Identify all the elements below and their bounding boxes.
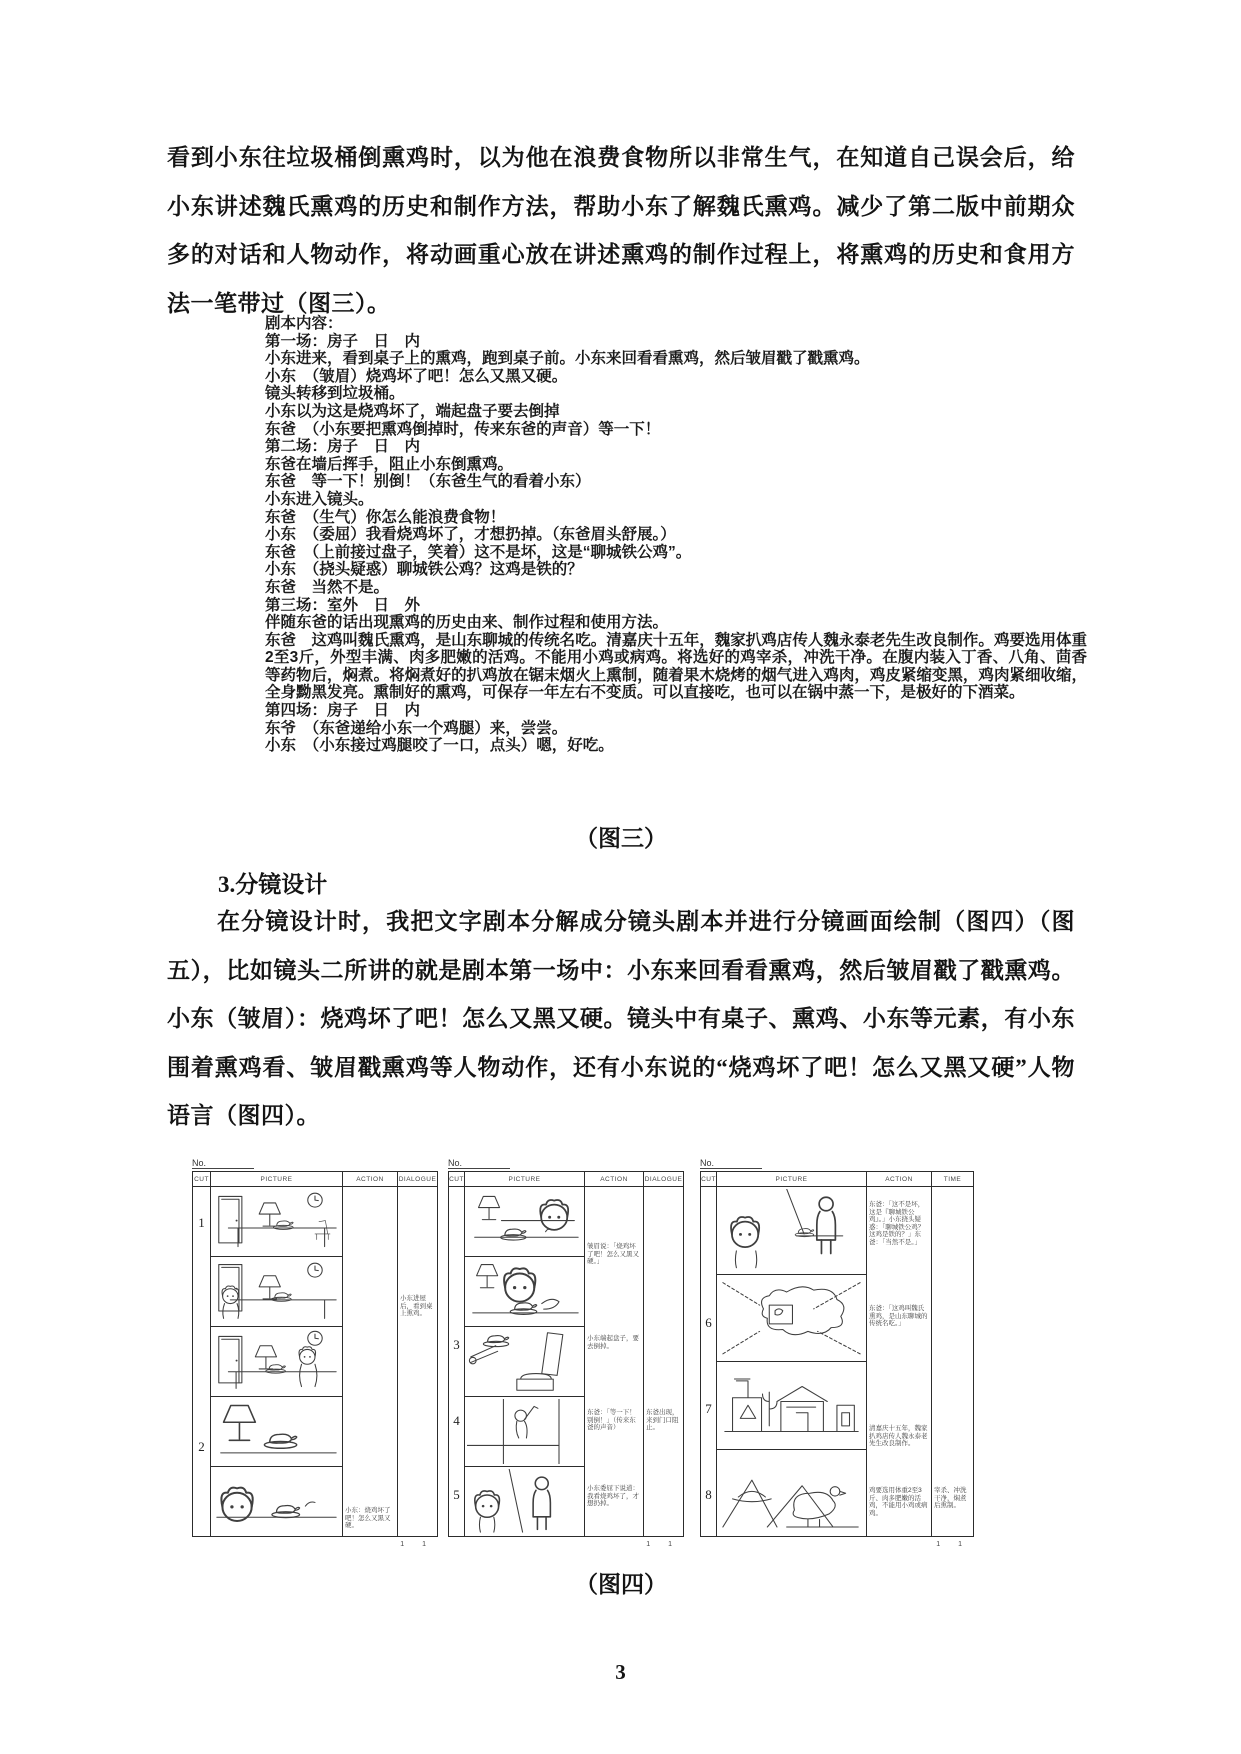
sheet-page-mark: 1 1 [400,1541,434,1548]
sheet-no-label: No. [192,1158,438,1171]
frame-lamp-and-chicken [211,1397,342,1467]
storyboard-sheet-2 [448,1158,684,1548]
frame-shandong-map [717,1275,866,1363]
dialogue-column [398,1187,437,1536]
storyboard-note: 宰杀、冲洗干净，焖煮后熏制。 [934,1487,967,1509]
storyboard-note: 皱眉说：「烧鸡坏了吧！怎么又黑又硬。」 [587,1243,639,1265]
frame-boy-peeks-at-chicken [465,1187,584,1257]
cut-number-column [701,1187,717,1536]
body-paragraph-1: 看到小东往垃圾桶倒熏鸡时，以为他在浪费食物所以非常生气，在知道自己误会后，给小东讲述魏氏熏鸡的历史和制作方法，帮助小东了解魏氏熏鸡。减少了第二版中前期众多的对话和人物动作，将动画重心放在讲述熏鸡的制作过程上，将熏鸡的历史和食用方法一笔带过（图三）。 [167,145,1075,316]
storyboard-note: 东爸：「这鸡叫魏氏熏鸡，是山东聊城的传统名吃。」 [869,1305,928,1327]
col-header-action: ACTION [867,1172,932,1186]
col-header-picture: PICTURE [717,1172,867,1186]
storyboard-note: 东爸出现，来到门口阻止。 [646,1409,679,1431]
col-header-cut: CUT [449,1172,465,1186]
storyboard-header-row [701,1172,973,1187]
script-line: 小东进来，看到桌子上的熏鸡，跑到桌子前。小东来回看看熏鸡，然后皱眉戳了戳熏鸡。 [265,350,870,368]
storyboard-note: 小东委屈下说道：我看烧鸡坏了，才想扔掉。 [587,1485,639,1507]
cut-number-column [193,1187,211,1536]
cut-number-column [449,1187,465,1536]
script-line: 第二场：房子 日 内 [265,438,421,456]
storyboard-header-row [193,1172,437,1187]
script-line: 东爷 （东爸递给小东一个鸡腿）来，尝尝。 [265,719,568,737]
storyboard-header-row [449,1172,683,1187]
storyboard-table [700,1171,974,1537]
storyboard-note: 东爸：「等一下！别倒！」（传来东爸的声音） [587,1409,636,1431]
storyboard-note: 清嘉庆十五年，魏家扒鸡店传人魏永泰老先生改良制作。 [869,1425,928,1447]
storyboard-sheet-1 [192,1158,438,1548]
script-line: 东爸 （小东要把熏鸡倒掉时，传来东爸的声音）等一下！ [265,420,661,438]
sheet-page-mark: 1 1 [936,1541,970,1548]
storyboard-note: 东爸：「这不是坏，这是『聊城铁公鸡』。」小东挠头疑惑：「聊城铁公鸡？这鸡是铁的？」东爸：「当然不是。」 [869,1201,925,1246]
script-line: 东爸 当然不是。 [265,578,390,596]
frame-boy-and-dad [465,1467,584,1536]
col-header-dialogue: DIALOGUE [398,1175,437,1183]
script-line: 小东 （挠头疑惑）聊城铁公鸡？这鸡是铁的？ [265,561,583,579]
storyboard-table [192,1171,438,1537]
cut-number: 8 [705,1487,712,1502]
frame-chicken-tossed-to-bin [465,1327,584,1397]
frame-dad-shows-chicken [717,1187,866,1275]
sheet-page-mark: 1 1 [646,1541,680,1548]
frame-farmer-and-rooster [717,1450,866,1537]
script-line: 第三场：室外 日 外 [265,596,421,614]
script-line: 第四场：房子 日 内 [265,702,421,720]
frame-room-overview [211,1187,342,1257]
cut-number: 4 [453,1413,460,1428]
figure3-caption: （图三） [575,826,667,851]
sheet-no-label: No. [448,1158,684,1171]
storyboard-sheet-3 [700,1158,974,1548]
script-line: 东爸 等一下！别倒！（东爸生气的看着小东） [265,473,591,491]
storyboard-note: 鸡要选用体重2至3斤、肉多肥嫩的活鸡，不能用小鸡或病鸡。 [869,1487,928,1517]
storyboard-note: 小东进屋后，看到桌上熏鸡。 [400,1295,433,1317]
action-column [343,1187,398,1536]
frame-boy-at-table [211,1327,342,1397]
picture-column [717,1187,867,1536]
script-line: 东爸 （生气）你怎么能浪费食物！ [265,508,506,526]
col-header-time: TIME [943,1175,962,1183]
script-line: 小东 （皱眉）烧鸡坏了吧！怎么又黑又硬。 [265,367,568,385]
cut-number: 1 [198,1215,205,1230]
script-line: 小东 （委屈）我看烧鸡坏了，才想扔掉。（东爸眉头舒展。） [265,526,676,544]
cut-number: 6 [705,1315,712,1330]
script-line: 东爸 （上前接过盘子，笑着）这不是坏，这是“聊城铁公鸡”。 [265,543,692,561]
cut-number: 3 [453,1337,460,1352]
cut-number: 7 [705,1401,712,1416]
storyboard-note: 小东端起盘子，要去倒掉。 [587,1335,639,1350]
col-header-picture: PICTURE [211,1172,343,1186]
action-column [867,1187,932,1536]
col-header-cut: CUT [193,1172,211,1186]
script-line: 剧本内容： [265,315,343,332]
script-line: 小东 （小东接过鸡腿咬了一口，点头）嗯，好吃。 [265,737,614,755]
section-heading: 3.分镜设计 [218,872,328,897]
storyboard-note: 小东：烧鸡坏了吧！怎么又黑又硬。 [345,1507,391,1529]
cut-number: 5 [453,1487,460,1502]
script-line: 小东以为这是烧鸡坏了，端起盘子要去倒掉 [265,402,560,420]
script-content-block [265,315,1087,755]
cut-number: 2 [198,1439,205,1454]
figure4-caption: （图四） [575,1572,667,1597]
col-header-action: ACTION [585,1172,644,1186]
page-number: 3 [615,1660,626,1684]
frame-boy-enters-room [211,1257,342,1327]
sheet-no-label: No. [700,1158,974,1171]
script-line: 第一场：房子 日 内 [265,332,421,350]
script-line: 东爸在墙后挥手，阻止小东倒熏鸡。 [265,455,514,473]
frame-boy-looking-at-chicken [211,1467,342,1536]
storyboard-table [448,1171,684,1537]
col-header-action: ACTION [343,1172,398,1186]
col-header-dialogue: DIALOGUE [644,1175,683,1183]
script-line: 伴随东爸的话出现熏鸡的历史由来、制作过程和使用方法。 [265,614,669,632]
script-line: 小东进入镜头。 [265,490,374,508]
body-paragraph-2: 在分镜设计时，我把文字剧本分解成分镜头剧本并进行分镜画面绘制（图四）（图五），比如镜头二所讲的就是剧本第一场中：小东来回看看熏鸡，然后皱眉戳了戳熏鸡。小东（皱眉）：烧鸡坏了吧！怎么又黑又硬。镜头中有桌子、熏鸡、小东等元素，有小东围着熏鸡看、皱眉戳熏鸡等人物动作，还有小东说的“烧鸡坏了吧！怎么又黑又硬”人物语言（图四）。 [167,909,1075,1128]
frame-boy-pokes-chicken [465,1257,584,1327]
action-column [585,1187,644,1536]
dialogue-column [644,1187,683,1536]
picture-column [465,1187,585,1536]
script-line: 镜头转移到垃圾桶。 [265,385,405,403]
script-line-long-speech: 东爸 这鸡叫魏氏熏鸡，是山东聊城的传统名吃。清嘉庆十五年，魏家扒鸡店传人魏永泰老先生改良制作。鸡要选用体重2至3斤，外型丰满、肉多肥嫩的活鸡。不能用小鸡或病鸡。将选好的鸡宰杀，冲洗干净。在腹内装入丁香、八角、茴香等药物后，焖煮。将焖煮好的扒鸡放在锯末烟火上熏制，随着果木烧烤的烟气进入鸡肉，鸡皮紧缩变黑，鸡肉紧细收缩，全身黝黑发亮。熏制好的熏鸡，可保存一年左右不变质。可以直接吃，也可以在锅中蒸一下，是极好的下酒菜。 [265,631,1087,702]
picture-column [211,1187,343,1536]
frame-town-buildings [717,1362,866,1450]
frame-boy-waving-in-doorway [465,1397,584,1467]
col-header-picture: PICTURE [465,1172,585,1186]
col-header-cut: CUT [701,1172,717,1186]
time-column [932,1187,973,1536]
